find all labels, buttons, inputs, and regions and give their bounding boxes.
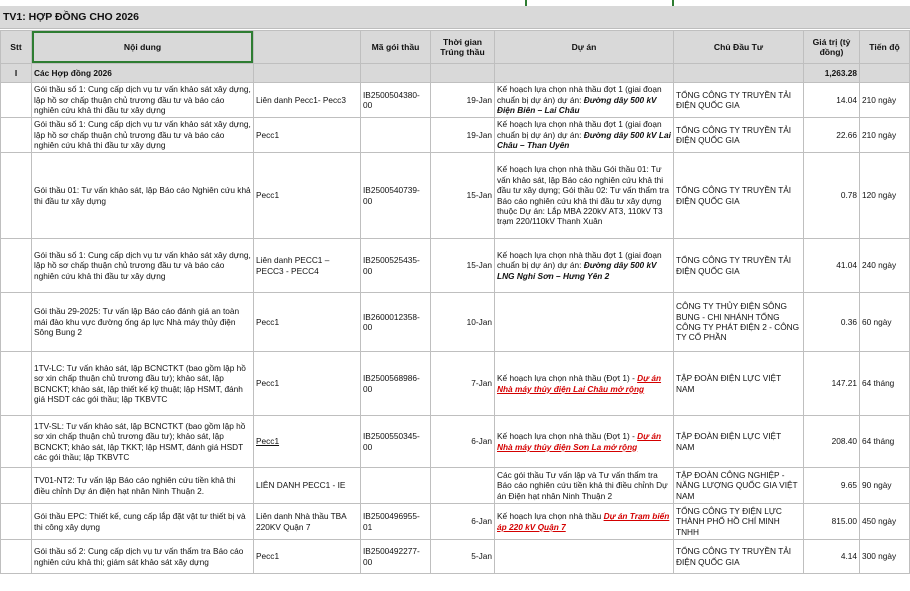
cell-noi-dung[interactable]: 1TV-LC: Tư vấn khảo sát, lập BCNCTKT (bao gồm lập hồ sơ xin chấp thuận chủ trương đầu tư); khảo sát, lập BCNCKT; khảo sát, lập thiết kế kỹ thuật; lập HSMT, đánh giá HSDT các gói thầu; lập TKBVTC — [32, 352, 254, 416]
cell-tien-do[interactable]: 240 ngày — [860, 239, 910, 293]
cell-gia-tri[interactable]: 208.40 — [804, 416, 860, 468]
cell-chu-dau-tu[interactable]: TẬP ĐOÀN CÔNG NGHIỆP - NĂNG LƯỢNG QUỐC GIA VIỆT NAM — [674, 468, 804, 504]
group-total[interactable]: 1,263.28 — [804, 64, 860, 83]
du-an-text: Kế hoạch lựa chọn nhà thầu (Đợt 1) - — [497, 431, 638, 442]
cell-stt[interactable] — [1, 118, 32, 153]
cell-chu-dau-tu[interactable]: TẬP ĐOÀN ĐIỆN LỰC VIỆT NAM — [674, 416, 804, 468]
contracts-table — [0, 30, 910, 574]
header-noi-dung[interactable]: Nội dung — [32, 31, 254, 64]
cell-noi-dung[interactable]: Gói thầu số 1: Cung cấp dịch vụ tư vấn khảo sát xây dựng, lập hồ sơ chấp thuận chủ trương đầu tư và báo cáo nghiên cứu khả thi đầu tư xây dựng — [32, 83, 254, 118]
du-an-text: Kế hoạch lựa chọn nhà thầu (Đợt 1) - — [497, 373, 638, 384]
cell-tien-do[interactable]: 210 ngày — [860, 118, 910, 153]
cell-stt[interactable] — [1, 468, 32, 504]
cell-du-an[interactable]: Các gói thầu Tư vấn lập và Tư vấn thẩm tra Báo cáo nghiên cứu tiền khả thi điều chỉnh Dự án Điện hạt nhân Ninh Thuận 2 — [495, 468, 674, 504]
cell-tien-do[interactable]: 450 ngày — [860, 504, 910, 540]
cell-tien-do[interactable]: 64 tháng — [860, 416, 910, 468]
cell-ma-goi-thau[interactable]: IB2500568986-00 — [361, 352, 431, 416]
du-an-name: Đường dây 500 kV LNG Nghi Sơn – Hưng Yên 2 — [497, 260, 657, 281]
cell-ngay[interactable]: 7-Jan — [431, 352, 495, 416]
table-row — [1, 352, 910, 416]
cell[interactable] — [860, 64, 910, 83]
cell-noi-dung[interactable]: TV01-NT2: Tư vấn lập Báo cáo nghiên cứu tiền khả thi điều chỉnh Dự án điện hạt nhân Ninh Thuận 2. — [32, 468, 254, 504]
cell-ngay[interactable]: 5-Jan — [431, 540, 495, 574]
cell-stt[interactable] — [1, 540, 32, 574]
cell-ngay[interactable] — [431, 468, 495, 504]
table-row — [1, 540, 910, 574]
table-row — [1, 504, 910, 540]
cell-noi-dung[interactable]: Gói thầu EPC: Thiết kế, cung cấp lắp đặt vật tư thiết bị và thi công xây dựng — [32, 504, 254, 540]
cell-noi-dung[interactable]: 1TV-SL: Tư vấn khảo sát, lập BCNCTKT (bao gồm lập hồ sơ xin chấp thuận chủ trương đầu tư); khảo sát, lập BCNCKT; khảo sát, lập TKKT; lập HSMT, đánh giá HSDT các gói thầu; lập TKBVTC — [32, 416, 254, 468]
cell-gia-tri[interactable]: 9.65 — [804, 468, 860, 504]
cell-noi-dung[interactable]: Gói thầu số 2: Cung cấp dịch vụ tư vấn thẩm tra Báo cáo nghiên cứu khả thi; giám sát khảo sát xây dựng — [32, 540, 254, 574]
cell-nha-thau[interactable]: LIÊN DANH PECC1 - IE — [254, 468, 361, 504]
cell-noi-dung[interactable]: Gói thầu 01: Tư vấn khảo sát, lập Báo cáo Nghiên cứu khả thi đầu tư xây dựng — [32, 153, 254, 239]
cell-stt[interactable] — [1, 504, 32, 540]
cell-ma-goi-thau[interactable]: IB2500540739-00 — [361, 153, 431, 239]
cell-gia-tri[interactable]: 0.36 — [804, 293, 860, 352]
cell-nha-thau[interactable]: Pecc1 — [254, 118, 361, 153]
cell-noi-dung[interactable]: Gói thầu 29-2025: Tư vấn lập Báo cáo đánh giá an toàn mái đào khu vực đường ống áp lực Nhà máy thủy điện Sông Bung 2 — [32, 293, 254, 352]
cell-noi-dung[interactable]: Gói thầu số 1: Cung cấp dịch vụ tư vấn khảo sát xây dựng, lập hồ sơ chấp thuận chủ trương đầu tư và báo cáo nghiên cứu khả thi đầu tư xây dựng — [32, 239, 254, 293]
table-row — [1, 239, 910, 293]
cell-tien-do[interactable]: 90 ngày — [860, 468, 910, 504]
cell-nha-thau[interactable]: Liên danh Nhà thầu TBA 220KV Quận 7 — [254, 504, 361, 540]
du-an-link[interactable]: Dự án Nhà máy thủy điện Lai Châu mở rộng — [497, 373, 662, 394]
du-an-link[interactable]: Dự án Trạm biến áp 220 kV Quận 7 — [497, 511, 670, 532]
cell-ngay[interactable]: 15-Jan — [431, 239, 495, 293]
cell-noi-dung[interactable]: Gói thầu số 1: Cung cấp dịch vụ tư vấn khảo sát xây dựng, lập hồ sơ chấp thuận chủ trương đầu tư và báo cáo nghiên cứu khả thi đầu tư xây dựng — [32, 118, 254, 153]
cell[interactable] — [361, 64, 431, 83]
du-an-text: Kế hoạch lựa chọn nhà thầu — [497, 511, 604, 522]
cell-nha-thau[interactable]: Pecc1 — [254, 352, 361, 416]
header-blank[interactable] — [254, 31, 361, 64]
cell-nha-thau[interactable]: Pecc1 — [254, 153, 361, 239]
cell-gia-tri[interactable]: 0.78 — [804, 153, 860, 239]
table-row — [1, 83, 910, 118]
cell-stt[interactable] — [1, 239, 32, 293]
header-chu-dau-tu[interactable]: Chủ Đầu Tư — [674, 31, 804, 64]
cell-gia-tri[interactable]: 14.04 — [804, 83, 860, 118]
cell-chu-dau-tu[interactable]: TỔNG CÔNG TY TRUYỀN TẢI ĐIỆN QUỐC GIA — [674, 118, 804, 153]
nha-thau-text: Pecc1 — [256, 436, 280, 447]
du-an-name: Đường dây 500 kV Điện Biên – Lai Châu — [497, 94, 657, 116]
cell-du-an[interactable] — [495, 293, 674, 352]
table-row — [1, 468, 910, 504]
cell-chu-dau-tu[interactable]: CÔNG TY THỦY ĐIỆN SÔNG BUNG - CHI NHÁNH TỔNG CÔNG TY PHÁT ĐIỆN 2 - CÔNG TY CỔ PHẦN — [674, 293, 804, 352]
cell-ma-goi-thau[interactable]: IB2500492277-00 — [361, 540, 431, 574]
table-row — [1, 293, 910, 352]
du-an-link[interactable]: Dự án Nhà máy thủy điện Sơn La mở rộng — [497, 431, 662, 452]
cell-gia-tri[interactable]: 41.04 — [804, 239, 860, 293]
table-row — [1, 153, 910, 239]
group-row — [1, 64, 910, 83]
cell-tien-do[interactable]: 120 ngày — [860, 153, 910, 239]
header-ma-goi-thau[interactable]: Mã gói thầu — [361, 31, 431, 64]
cell-chu-dau-tu[interactable]: TỔNG CÔNG TY TRUYỀN TẢI ĐIỆN QUỐC GIA — [674, 153, 804, 239]
cell-ngay[interactable]: 6-Jan — [431, 504, 495, 540]
cell-gia-tri[interactable]: 815.00 — [804, 504, 860, 540]
cell-du-an[interactable] — [495, 504, 674, 540]
cell-stt[interactable] — [1, 293, 32, 352]
cell-ngay[interactable]: 19-Jan — [431, 83, 495, 118]
cell-ngay[interactable]: 19-Jan — [431, 118, 495, 153]
header-stt[interactable]: Stt — [1, 31, 32, 64]
group-stt[interactable]: I — [1, 64, 32, 83]
du-an-text: Kế hoạch lựa chọn nhà thầu đợt 1 (giai đoạn chuẩn bị dự án) dự án: — [497, 119, 662, 140]
header-du-an[interactable]: Dự án — [495, 31, 674, 64]
cell-stt[interactable] — [1, 416, 32, 468]
cell-chu-dau-tu[interactable]: TẬP ĐOÀN ĐIỆN LỰC VIỆT NAM — [674, 352, 804, 416]
cell-du-an[interactable] — [495, 540, 674, 574]
cell-gia-tri[interactable]: 4.14 — [804, 540, 860, 574]
header-gia-tri[interactable]: Giá trị (tỷ đồng) — [804, 31, 860, 64]
cell-stt[interactable] — [1, 352, 32, 416]
cell-tien-do[interactable]: 60 ngày — [860, 293, 910, 352]
sheet-title-row[interactable] — [0, 6, 910, 29]
cell[interactable] — [431, 64, 495, 83]
cell-nha-thau[interactable] — [254, 416, 361, 468]
cell-ngay[interactable]: 10-Jan — [431, 293, 495, 352]
cell-stt[interactable] — [1, 153, 32, 239]
cell-du-an[interactable] — [495, 352, 674, 416]
du-an-text: Kế hoạch lựa chọn nhà thầu đợt 1 (giai đoạn chuẩn bị dự án) dự án: — [497, 84, 662, 105]
cell-chu-dau-tu[interactable]: TỔNG CÔNG TY TRUYỀN TẢI ĐIỆN QUỐC GIA — [674, 540, 804, 574]
cell-ma-goi-thau[interactable]: IB2500496955-01 — [361, 504, 431, 540]
cell-tien-do[interactable]: 300 ngày — [860, 540, 910, 574]
cell-du-an[interactable]: Kế hoạch lựa chọn nhà thầu Gói thầu 01: Tư vấn khảo sát, lập Báo cáo nghiên cứu khả thi đầu tư xây dựng; Gói thầu 02: Tư vấn thẩm tra Báo cáo nghiên cứu khả thi đầu tư xây dựng thuộc Dự án: Lắp MBA 220kV AT3, 110kV T3 trạm 220/110kV Thanh Xuân — [495, 153, 674, 239]
cell-ma-goi-thau[interactable]: IB2600012358-00 — [361, 293, 431, 352]
cell[interactable] — [674, 64, 804, 83]
du-an-name: Đường dây 500 kV Lai Châu – Than Uyên — [497, 129, 671, 151]
table-row — [1, 118, 910, 153]
header-row — [1, 31, 910, 64]
cell-gia-tri[interactable]: 22.66 — [804, 118, 860, 153]
header-thoi-gian[interactable]: Thời gian Trúng thầu — [431, 31, 495, 64]
cell-tien-do[interactable]: 64 tháng — [860, 352, 910, 416]
group-label[interactable]: Các Hợp đồng 2026 — [32, 64, 254, 83]
cell-ma-goi-thau[interactable]: IB2500550345-00 — [361, 416, 431, 468]
cell-nha-thau[interactable]: Liên danh PECC1 – PECC3 - PECC4 — [254, 239, 361, 293]
cell-ma-goi-thau[interactable] — [361, 468, 431, 504]
cell-nha-thau[interactable]: Liên danh Pecc1- Pecc3 — [254, 83, 361, 118]
cell-ma-goi-thau[interactable] — [361, 118, 431, 153]
cell-du-an[interactable] — [495, 118, 674, 153]
cell-du-an[interactable] — [495, 416, 674, 468]
cell[interactable] — [495, 64, 674, 83]
cell-nha-thau[interactable]: Pecc1 — [254, 293, 361, 352]
cell-chu-dau-tu[interactable]: TỔNG CÔNG TY TRUYỀN TẢI ĐIỆN QUỐC GIA — [674, 83, 804, 118]
header-tien-do[interactable]: Tiến độ — [860, 31, 910, 64]
du-an-text: Kế hoạch lựa chọn nhà thầu đợt 1 (giai đoạn chuẩn bị dự án) dự án: — [497, 249, 662, 271]
table-row — [1, 416, 910, 468]
cell-du-an[interactable] — [495, 239, 674, 293]
cell-stt[interactable] — [1, 83, 32, 118]
cell-gia-tri[interactable]: 147.21 — [804, 352, 860, 416]
cell-ngay[interactable]: 6-Jan — [431, 416, 495, 468]
cell-ma-goi-thau[interactable]: IB2500504380-00 — [361, 83, 431, 118]
cell-chu-dau-tu[interactable]: TỔNG CÔNG TY ĐIỆN LỰC THÀNH PHỐ HỒ CHÍ MINH TNHH — [674, 504, 804, 540]
cell[interactable] — [254, 64, 361, 83]
cell-chu-dau-tu[interactable]: TỔNG CÔNG TY TRUYỀN TẢI ĐIỆN QUỐC GIA — [674, 239, 804, 293]
cell-ngay[interactable]: 15-Jan — [431, 153, 495, 239]
cell-tien-do[interactable]: 210 ngày — [860, 83, 910, 118]
cell-nha-thau[interactable]: Pecc1 — [254, 540, 361, 574]
cell-du-an[interactable] — [495, 83, 674, 118]
cell-ma-goi-thau[interactable]: IB2500525435-00 — [361, 239, 431, 293]
sheet-title: TV1: HỢP ĐỒNG CHO 2026 — [3, 11, 139, 23]
